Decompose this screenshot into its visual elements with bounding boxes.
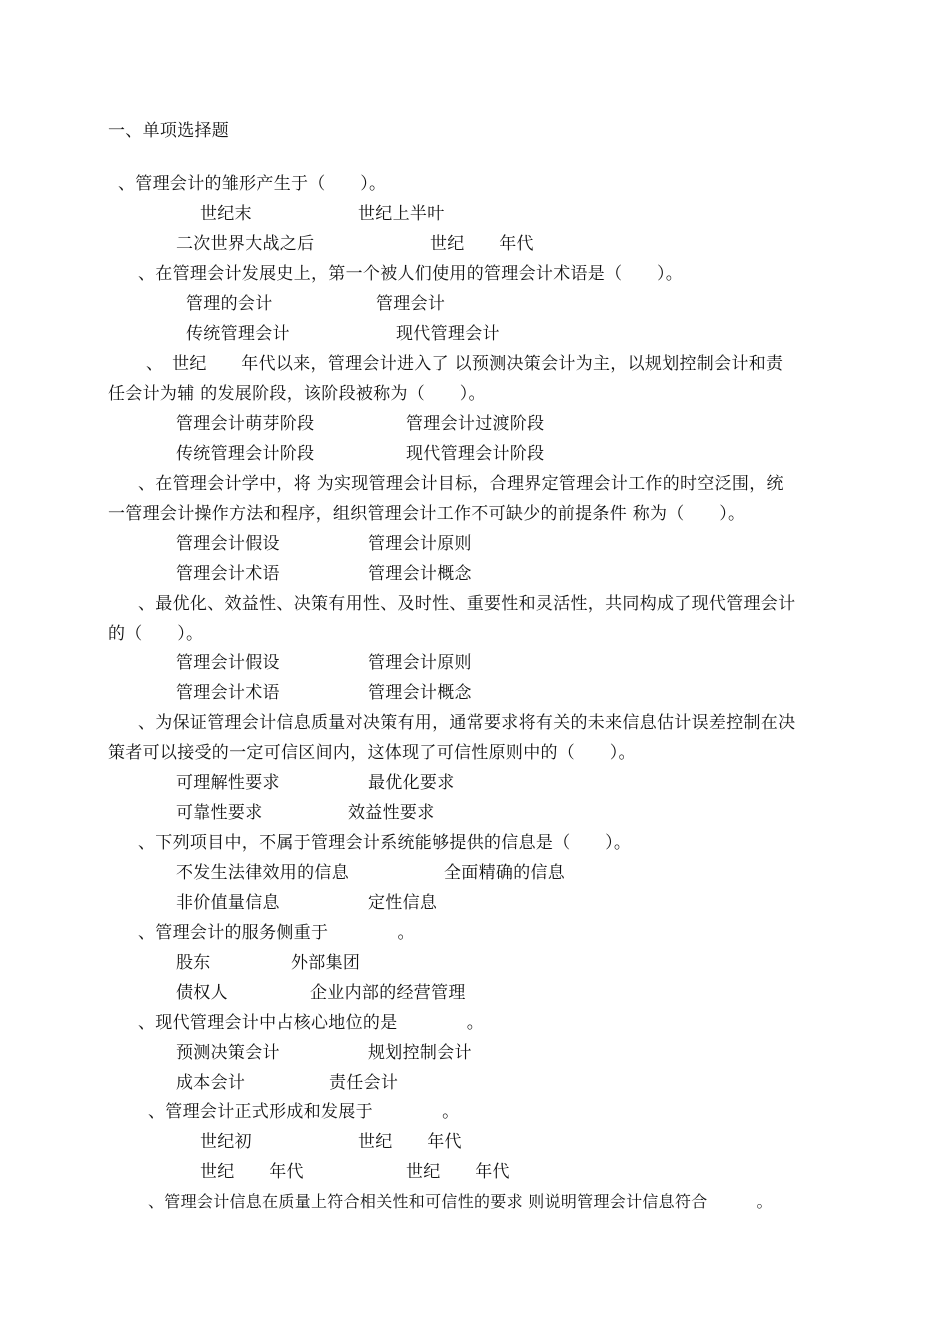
question-2-option-c: 传统管理会计 [186, 324, 290, 344]
question-8-option-c: 债权人 [176, 983, 228, 1003]
question-4-option-b: 管理会计原则 [368, 534, 472, 554]
question-4-option-a: 管理会计假设 [176, 534, 280, 554]
question-6-stem-line-1: 、为保证管理会计信息质量对决策有用，通常要求将有关的未来信息估计误差控制在决 [138, 713, 796, 733]
question-2-option-a: 管理的会计 [186, 294, 273, 314]
question-4-option-c: 管理会计术语 [176, 564, 280, 584]
question-6-stem-line-2: 策者可以接受的一定可信区间内，这体现了可信性原则中的（ ）。 [108, 743, 636, 763]
question-1-option-c: 二次世界大战之后 [176, 234, 315, 254]
question-4-stem-line-2: 一管理会计操作方法和程序，组织管理会计工作不可缺少的前提条件 称为（ ）。 [108, 504, 746, 524]
question-5-option-a: 管理会计假设 [176, 653, 280, 673]
question-6-option-b: 最优化要求 [368, 773, 455, 793]
question-5-option-b: 管理会计原则 [368, 653, 472, 673]
question-2-option-b: 管理会计 [376, 294, 446, 314]
question-7-option-c: 非价值量信息 [176, 893, 280, 913]
question-5-option-c: 管理会计术语 [176, 683, 280, 703]
section-title: 一、单项选择题 [108, 121, 230, 141]
question-9-option-b: 规划控制会计 [368, 1043, 472, 1063]
question-1-option-a: 世纪末 [200, 204, 252, 224]
question-3-stem-line-1: 、 世纪 年代以来，管理会计进入了 以预测决策会计为主，以规划控制会计和责 [146, 354, 784, 374]
question-9-stem: 、现代管理会计中占核心地位的是 。 [138, 1013, 484, 1033]
question-4-option-d: 管理会计概念 [368, 564, 472, 584]
question-10-option-c: 世纪 年代 [200, 1162, 304, 1182]
question-1-option-b: 世纪上半叶 [358, 204, 445, 224]
question-1-option-d: 世纪 年代 [430, 234, 534, 254]
question-5-option-d: 管理会计概念 [368, 683, 472, 703]
question-7-option-b: 全面精确的信息 [444, 863, 566, 883]
question-7-option-a: 不发生法律效用的信息 [176, 863, 349, 883]
question-6-option-d: 效益性要求 [348, 803, 435, 823]
question-8-option-d: 企业内部的经营管理 [310, 983, 466, 1003]
question-7-option-d: 定性信息 [368, 893, 438, 913]
question-9-option-a: 预测决策会计 [176, 1043, 280, 1063]
question-10-option-a: 世纪初 [200, 1132, 252, 1152]
question-10-option-b: 世纪 年代 [358, 1132, 462, 1152]
question-3-stem-line-2: 任会计为辅 的发展阶段，该阶段被称为（ ）。 [108, 384, 486, 404]
question-4-stem-line-1: 、在管理会计学中，将 为实现管理会计目标，合理界定管理会计工作的时空泛围，统 [138, 474, 784, 494]
question-3-option-a: 管理会计萌芽阶段 [176, 414, 315, 434]
question-1-stem: 、管理会计的雏形产生于（ ）。 [118, 174, 387, 194]
question-5-stem-line-2: 的（ ）。 [108, 624, 204, 644]
question-8-option-a: 股东 [176, 953, 211, 973]
question-10-option-d: 世纪 年代 [406, 1162, 510, 1182]
question-10-stem: 、管理会计正式形成和发展于 。 [148, 1102, 460, 1122]
question-8-option-b: 外部集团 [291, 953, 361, 973]
question-9-option-d: 责任会计 [329, 1073, 399, 1093]
question-3-option-b: 管理会计过渡阶段 [406, 414, 545, 434]
question-2-stem: 、在管理会计发展史上，第一个被人们使用的管理会计术语是（ ）。 [138, 264, 684, 284]
question-2-option-d: 现代管理会计 [396, 324, 500, 344]
question-11-stem: 、管理会计信息在质量上符合相关性和可信性的要求 则说明管理会计信息符合 。 [148, 1192, 773, 1211]
question-3-option-d: 现代管理会计阶段 [406, 444, 545, 464]
question-9-option-c: 成本会计 [176, 1073, 246, 1093]
question-3-option-c: 传统管理会计阶段 [176, 444, 315, 464]
question-7-stem: 、下列项目中，不属于管理会计系统能够提供的信息是（ ）。 [138, 833, 632, 853]
question-5-stem-line-1: 、最优化、效益性、决策有用性、及时性、重要性和灵活性，共同构成了现代管理会计 [138, 594, 796, 614]
question-8-stem: 、管理会计的服务侧重于 。 [138, 923, 415, 943]
question-6-option-c: 可靠性要求 [176, 803, 263, 823]
question-6-option-a: 可理解性要求 [176, 773, 280, 793]
